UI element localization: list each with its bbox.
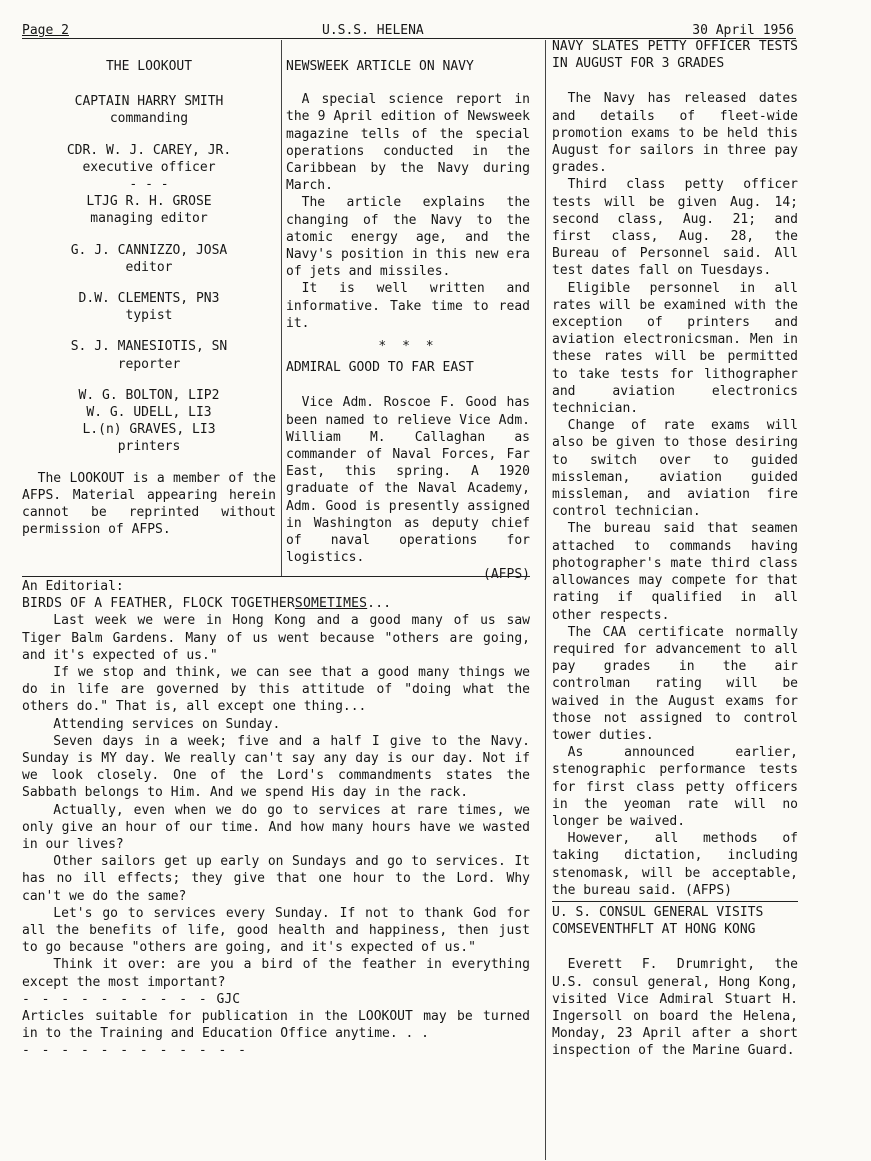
masthead-divider: - - - bbox=[129, 177, 169, 193]
staff-role: managing editor bbox=[90, 211, 208, 227]
newsweek-column bbox=[286, 58, 530, 584]
editorial-paragraph: Seven days in a week; five and a half I give to the Navy. Sunday is MY day. We really can't say any day is our day. Not if we look closely. One of the Lord's commandments states the Sabbath belongs to Him. And we spend His day in the rack. bbox=[22, 733, 530, 801]
printer-name: L.(n) GRAVES, LI3 bbox=[82, 422, 216, 438]
staff-role: reporter bbox=[117, 356, 181, 372]
editorial-title bbox=[22, 595, 530, 612]
section-stars: * * * bbox=[378, 339, 438, 355]
article-paragraph: It is well written and informative. Take time to read it. bbox=[286, 281, 530, 331]
article-paragraph: Third class petty officer tests will be given Aug. 14; second class, Aug. 21; and first class, Aug. 28, the Bureau of Personnel said. All test dates fall on Tuesdays. bbox=[552, 177, 798, 279]
printers-role: printers bbox=[117, 439, 181, 455]
afps-credit: (AFPS) bbox=[483, 567, 530, 583]
article-paragraph: The Navy has released dates and details of fleet-wide promotion exams to be held this August for sailors in three pay grades. bbox=[552, 91, 798, 176]
editorial-paragraph: Attending services on Sunday. bbox=[53, 716, 281, 732]
staff-name: D.W. CLEMENTS, PN3 bbox=[78, 291, 220, 307]
section-rule bbox=[552, 901, 798, 902]
issue-date: 30 April 1956 bbox=[692, 23, 794, 38]
editorial-label: An Editorial: bbox=[22, 579, 124, 594]
staff-role: executive officer bbox=[82, 159, 216, 175]
staff-name: G. J. CANNIZZO, JOSA bbox=[70, 242, 228, 258]
good-headline: ADMIRAL GOOD TO FAR EAST bbox=[286, 360, 474, 376]
article-paragraph: The article explains the changing of the Navy to the atomic energy age, and the Navy's position in this new era of jets and missiles. bbox=[286, 195, 530, 280]
editorial-paragraph: Other sailors get up early on Sundays and go to services. It has no ill effects; they give that one hour to the Lord. Why can't we do the same? bbox=[22, 854, 530, 904]
editorial-paragraph: Last week we were in Hong Kong and a good many of us saw Tiger Balm Gardens. Many of us went because "others are going, and it's expected of us." bbox=[22, 613, 530, 663]
afps-notice bbox=[22, 470, 276, 539]
petty-officer-column bbox=[552, 38, 798, 1060]
column-divider bbox=[281, 40, 282, 577]
staff-name: CDR. W. J. CAREY, JR. bbox=[66, 142, 232, 158]
article-paragraph: However, all methods of taking dictation, including stenomask, will be acceptable, the bureau said. (AFPS) bbox=[552, 831, 798, 898]
editorial-paragraph: If we stop and think, we can see that a good many things we do in life are governed by this attitude of "doing what the others do." That is, all except one thing... bbox=[22, 665, 530, 715]
staff-name: S. J. MANESIOTIS, SN bbox=[70, 339, 228, 355]
editorial-paragraph: Let's go to services every Sunday. If not to thank God for all the benefits of life, good health and happiness, then just to go because "others are going, and it's expected of us." bbox=[22, 905, 530, 956]
page-number: Page 2 bbox=[22, 23, 69, 38]
article-paragraph: Eligible personnel in all rates will be examined with the exception of printers and aviation electronicsman. Men in these rates will be permitted to take tests for lithographer and aviation electronics technician. bbox=[552, 280, 798, 417]
editorial-paragraph: Actually, even when we do go to services at rare times, we only give an hour of our time. And how many hours have we wasted in our lives? bbox=[22, 802, 530, 853]
masthead-entry bbox=[22, 290, 276, 324]
staff-role: editor bbox=[125, 259, 173, 275]
masthead-entry bbox=[22, 142, 276, 176]
editorial-title-end: ... bbox=[367, 596, 392, 612]
masthead-entry bbox=[22, 93, 276, 127]
petty-officer-headline: NAVY SLATES PETTY OFFICER TESTS IN AUGUST FOR 3 GRADES bbox=[552, 39, 798, 72]
article-paragraph: Vice Adm. Roscoe F. Good has been named to relieve Vice Adm. William M. Callaghan as commander of Naval Forces, Far East, this spring. A 1920 graduate of the Naval Academy, Adm. Good is presently assigned in Washington as deputy chief of naval operations for logistics. bbox=[286, 395, 530, 566]
petty-officer-article bbox=[552, 90, 798, 899]
masthead bbox=[22, 93, 276, 455]
masthead-column bbox=[22, 58, 276, 538]
editorial-title-underlined: SOMETIMES bbox=[294, 596, 368, 612]
submission-note: Articles suitable for publication in the LOOKOUT may be turned in to the Training and Education Office anytime. . . bbox=[22, 1009, 530, 1042]
printers-entry bbox=[22, 387, 276, 456]
printer-name: W. G. UDELL, LI3 bbox=[86, 405, 212, 421]
masthead-entry bbox=[22, 242, 276, 276]
consul-headline: U. S. CONSUL GENERAL VISITS COMSEVENTHFLT AT HONG KONG bbox=[552, 904, 764, 938]
article-paragraph: The CAA certificate normally required for advancement to all pay grades in the air controlman rating will be waived in the August exams for those not assigned to control tower duties. bbox=[552, 624, 798, 743]
good-article bbox=[286, 394, 530, 583]
masthead-entry bbox=[22, 338, 276, 372]
consul-article bbox=[552, 956, 798, 1059]
editorial-paragraph: Think it over: are you a bird of the feather in everything except the most important? bbox=[22, 957, 530, 990]
article-paragraph: Everett F. Drumright, the U.S. consul general, Hong Kong, visited Vice Admiral Stuart H. Ingersoll on board the Helena, Monday, 23 April after a short inspection of the Marine Guard. bbox=[552, 957, 798, 1059]
signature-dashes: - - - - - - - - - - bbox=[22, 991, 209, 1007]
editorial-title-lead: BIRDS OF A FEATHER, FLOCK TOGETHER bbox=[22, 596, 295, 612]
staff-name: LTJG R. H. GROSE bbox=[86, 194, 212, 210]
article-paragraph: Change of rate exams will also be given to those desiring to switch over to guided missleman, aviation guided missleman, and aviation fire control technician. bbox=[552, 418, 798, 520]
section-rule bbox=[22, 576, 530, 577]
staff-role: commanding bbox=[109, 111, 189, 127]
staff-role: typist bbox=[125, 308, 173, 324]
article-paragraph: A special science report in the 9 April edition of Newsweek magazine tells of the special operations conducted in the Caribbean by the Navy during March. bbox=[286, 92, 530, 194]
editorial-signature-line bbox=[22, 991, 530, 1008]
afps-notice-text: The LOOKOUT is a member of the AFPS. Material appearing herein cannot be reprinted without permission of AFPS. bbox=[22, 470, 276, 538]
newsweek-article bbox=[286, 91, 530, 332]
article-paragraph: The bureau said that seamen attached to commands having photographer's mate third class allowances may compete for that rating if qualified in all other respects. bbox=[552, 521, 798, 623]
staff-name: CAPTAIN HARRY SMITH bbox=[74, 94, 224, 110]
newsweek-headline: NEWSWEEK ARTICLE ON NAVY bbox=[286, 59, 474, 74]
editorial-signature: GJC bbox=[216, 991, 241, 1007]
footer-dashes: - - - - - - - - - - - - bbox=[22, 1043, 249, 1059]
masthead-entry bbox=[22, 193, 276, 227]
printer-name: W. G. BOLTON, LIP2 bbox=[78, 387, 220, 403]
ship-name: U.S.S. HELENA bbox=[322, 23, 424, 38]
lookout-title: THE LOOKOUT bbox=[105, 59, 193, 74]
editorial bbox=[22, 578, 530, 1060]
article-paragraph: As announced earlier, stenographic performance tests for first class petty officers in the yeoman rate will no longer be waived. bbox=[552, 745, 798, 829]
column-divider bbox=[545, 40, 546, 1160]
